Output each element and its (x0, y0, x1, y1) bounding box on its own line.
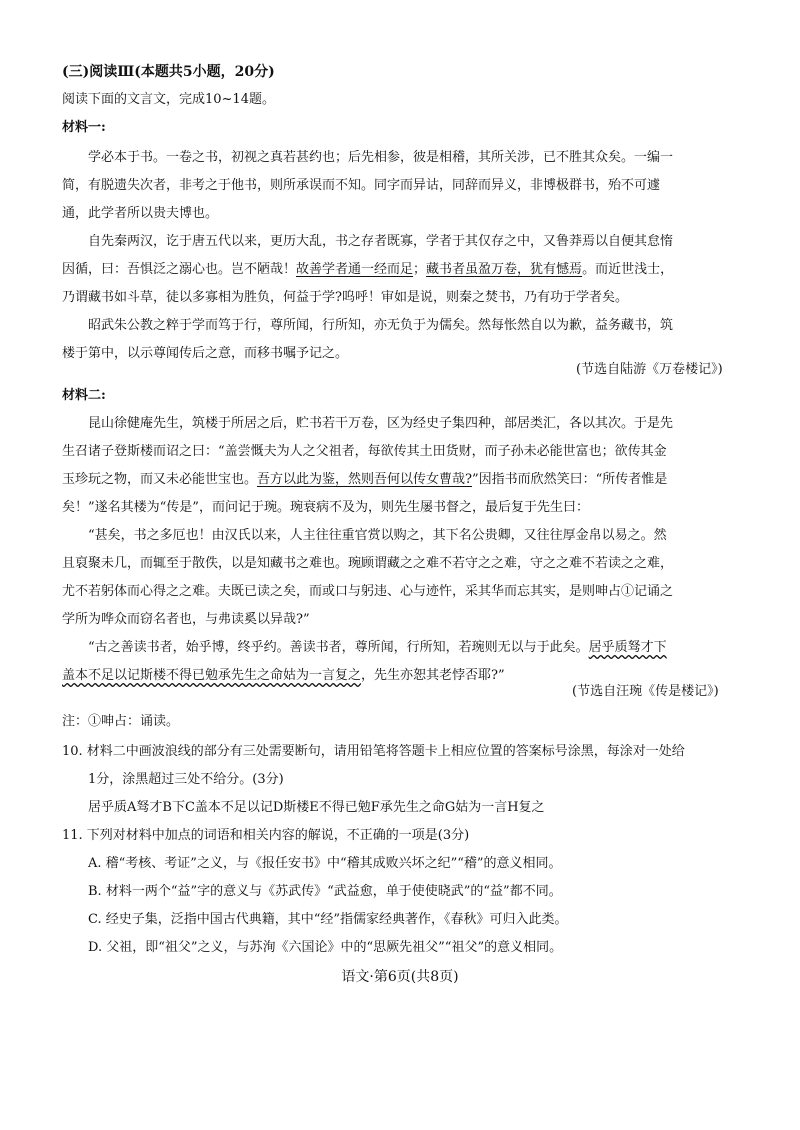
m1-p2-line (62, 260, 673, 280)
underlined-sentence: 藏书者虽盈万卷，犹有憾焉 (426, 262, 583, 277)
m2-p1-line: 昆山徐健庵先生，筑楼于所居之后，贮书若干万卷，区为经史子集四种，部居类汇，各以其次。于是先 (88, 416, 674, 431)
m2-p2-line: 学所为哗众而窃名者也，与弗读奚以异哉?” (62, 612, 310, 627)
material-1-source: (节选自陆游《万卷楼记》) (576, 362, 723, 377)
m2-p3-line (62, 666, 505, 686)
wavy-underlined-text: 盖本不足以记斯楼不得已勉承先生之命姑为一言复之 (62, 668, 362, 683)
m2-p2-line: “甚矣，书之多厄也！由汉氏以来，人主往往重官赏以购之，其下名公贵卿，又往往厚金帛以易之。然 (88, 528, 667, 543)
question-11-option-d: D. 父祖，即“祖父”之义，与苏洵《六国论》中的“思厥先祖父”“祖父”的意义相同。 (88, 940, 563, 955)
m1-p2-line: 自先秦两汉，讫于唐五代以来，更历大乱，书之存者既寡，学者于其仅存之中，又鲁莽焉以自便其怠惰 (88, 234, 674, 249)
m2-p2-line: 尤不若躬体而心得之之难。夫既已读之矣，而或口与躬违、心与迹忤，采其华而忘其实，是则呻占①记诵之 (62, 584, 674, 599)
m1-p1-line: 学必本于书。一卷之书，初视之真若甚约也；后先相参，彼是相稽，其所关涉，已不胜其众矣。一编一 (88, 150, 674, 165)
m1-p2-text: 因循，曰：吾惧泛之溺心也。岂不陋哉！ (62, 262, 297, 277)
m2-p1-line: 矣！”遂名其楼为“传是”，而问记于琬。琬衰病不及为，则先生屡书督之，最后复于先生曰： (62, 500, 589, 515)
m1-p2-text: ； (413, 262, 427, 277)
m2-p1-text: 玉珍玩之物，而又未必能世宝也。 (62, 472, 258, 487)
question-10-stem: 10. 材料二中画波浪线的部分有三处需要断句，请用铅笔将答题卡上相应位置的答案标号涂黑，每涂对一处给 (62, 744, 685, 759)
m2-p2-line: 且裒聚未几，而辄至于散佚，以是知藏书之难也。琬顾谓藏之之难不若守之之难，守之之难不若读之之难， (62, 556, 674, 571)
question-10-stem: 1分，涂黑超过三处不给分。(3分) (88, 772, 284, 787)
m1-p2-line: 乃谓藏书如斗草，徒以多寡相为胜负，何益于学?呜呼！审如是说，则秦之焚书，乃有功于学者矣。 (62, 290, 628, 305)
m2-p3-text: ，先生亦恕其老悖否耶?” (361, 668, 505, 683)
footnote: 注：①呻占：诵读。 (62, 714, 180, 729)
material-1-label: 材料一: (62, 120, 106, 135)
m1-p1-line: 简，有脱遗失次者，非考之于他书，则所承误而不知。同字而异诂，同辞而异义，非博极群书，殆不可遽 (62, 178, 661, 193)
question-11-option-c: C. 经史子集，泛指中国古代典籍，其中“经”指儒家经典著作，《春秋》可归入此类。 (88, 912, 568, 927)
instruction: 阅读下面的文言文，完成10~14题。 (62, 92, 275, 107)
underlined-sentence: 故善学者通一经而足 (296, 262, 414, 277)
underlined-sentence: 吾方以此为鉴，然则吾何以传女曹哉? (257, 472, 472, 487)
material-2-label: 材料二: (62, 388, 106, 403)
section-heading: (三)阅读Ⅲ(本题共5小题，20分) (62, 64, 275, 80)
question-10-options: 居乎质A驽才B下C盖本不足以记D斯楼E不得已勉F承先生之命G姑为一言H复之 (88, 800, 545, 815)
wavy-underlined-text: 居乎质驽才下 (588, 640, 667, 655)
question-11-stem: 11. 下列对材料中加点的词语和相关内容的解说，不正确的一项是(3分) (62, 828, 470, 843)
m1-p1-line: 通，此学者所以贵夫博也。 (62, 206, 219, 221)
m2-p1-line (62, 470, 667, 490)
m2-p1-text: ”因指书而欣然笑曰：“所传者惟是 (472, 472, 668, 487)
m2-p3-text: “古之善读书者，始乎博，终乎约。善读书者，尊所闻，行所知，若琬则无以与于此矣。 (88, 640, 589, 655)
m2-p1-line: 生召诸子登斯楼而诏之曰：“盖尝慨夫为人之父祖者，每欲传其土田货财，而子孙未必能世富也；欲传其金 (62, 444, 667, 459)
question-11-option-a: A. 稽“考核、考证”之义，与《报任安书》中“稽其成败兴坏之纪”“稽”的意义相同。 (88, 856, 562, 871)
page-footer: 语文·第6页(共8页) (341, 969, 459, 985)
material-2-source: (节选自汪琬《传是楼记》) (572, 684, 719, 699)
m2-p3-line (88, 638, 667, 658)
question-11-option-b: B. 材料一两个“益”字的意义与《苏武传》“武益愈，单于使使晓武”的“益”都不同。 (88, 884, 562, 899)
m1-p2-text: 。而近世浅士， (582, 262, 674, 277)
m1-p3-line: 楼于第中，以示尊闻传后之意，而移书嘱予记之。 (62, 346, 349, 361)
m1-p3-line: 昭武朱公教之粹于学而笃于行，尊所闻，行所知，亦无负于为儒矣。然每怅然自以为歉，益务藏书，筑 (88, 318, 674, 333)
